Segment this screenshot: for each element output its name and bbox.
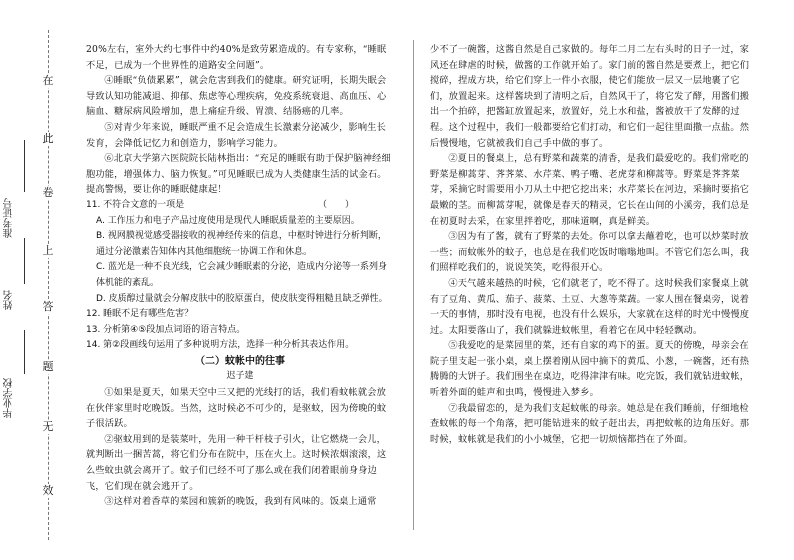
author: 迟子建 — [226, 371, 254, 382]
exam-number-line[interactable] — [24, 140, 25, 192]
exam-number-label: 准考证号 — [4, 198, 15, 238]
paragraph: ④睡眠“负债累累”，就会危害到我们的健康。研究证明，长期失眠会导致认知功能减退、抑郁、焦虑等心理疾病，免疫系统衰退、高血压、心脑血、糖尿病风险增加，患上痛症升级、胃溃、结肠癌的几率。 — [86, 75, 387, 118]
option-d[interactable]: D. 皮质醇过量就会分解皮肤中的胶原蛋白，使皮肤变得粗糙且缺乏弹性。 — [96, 293, 388, 304]
section-title: （二）蚊帐中的往事 — [195, 355, 285, 367]
option-a[interactable]: A. 工作压力和电子产品过度使用是现代人睡眠质量差的主要原因。 — [96, 215, 360, 226]
question-14: 14. 第②段画线句运用了多种说明方法，选择一种分析其表达作用。 — [86, 340, 355, 351]
option-b[interactable]: B. 视网膜视觉感受器接收的视神经传来的信息，中枢时钟进行分析判断，通过分泌激素告知体内其他细胞统一协调工作和休息。 — [96, 231, 387, 257]
column-divider — [413, 40, 414, 530]
seal-char: 题 — [37, 360, 59, 374]
essay-paragraph: ①如果是夏天，如果天空中三又把的光线打的话，我们看蚊帐就会放在伙伴家里时吃晚饭。当然，这时候必不可少的，是驱蚊，因为傍晚的蚊子很活跃。 — [86, 387, 387, 430]
seal-char: 上 — [37, 244, 59, 258]
binding-margin — [0, 0, 64, 560]
question-13: 13. 分析第④⑤段加点词语的语言特点。 — [86, 324, 246, 335]
essay-paragraph: ②夏日的餐桌上，总有野菜和蔬菜的清香，是我们最爱吃的。我们常吃的野菜是柳蒿芽、荠荠菜、水芹菜、鸭子嘴、老虎芽和柳蒿等。野菜是荠荠菜芽，采摘它时需要用小刀从土中把它挖出来；水芹菜长在河边，采摘时要掐它最嫩的茎。而柳蒿芽呢，就像是春天的精灵，它长在山间的小溪旁，我们总是在初夏时去采，在家里拌着吃，那味道啊，真是鲜美。 — [430, 153, 750, 227]
school-label: 毕业学校 — [4, 378, 15, 418]
essay-paragraph: ③因为有了酱，就有了野菜的去处。你可以拿去蘸着吃，也可以炒菜时放一些；而蚊帐外的蚊子，也总是在我们吃饭时嗡嗡地叫。不管它们怎么叫，我们照样吃我们的，说说笑笑，吃得很开心。 — [430, 231, 750, 274]
seal-char: 无 — [37, 420, 59, 434]
left-column — [86, 42, 394, 510]
school-line[interactable] — [24, 330, 25, 374]
seal-line — [48, 30, 49, 540]
essay-paragraph: ③这样对着香草的菜园和簇新的晚饭，我到有风味的。饭桌上通常 — [104, 496, 377, 508]
question-12: 12. 睡眠不足有哪些危害？ — [86, 309, 194, 320]
seal-char: 卷 — [37, 186, 59, 200]
paragraph: ⑥北京大学第六医院院长陆林指出：“充足的睡眠有助于保护脑神经细胞功能，增强体力、脑力恢复。”可见睡眠已成为人类健康生活的试金石。提高警惕，要让你的睡眠健康起！ — [86, 153, 391, 196]
essay-paragraph: ⑦我最留恋的，是为我们支起蚊帐的母亲。她总是在我们睡前，仔细地检查蚊帐的每一个角落，把可能钻进来的蚊子赶出去，再把蚊帐的边角压好。那时候，蚊帐就是我们的小小城堡，它把一切烦恼都挡在了外面。 — [430, 402, 750, 445]
name-line[interactable] — [24, 238, 25, 284]
right-column — [430, 42, 752, 447]
answer-paren[interactable]: （ ） — [317, 199, 354, 210]
essay-paragraph: ④天气越来越热的时候，它们就老了，吃不得了。这时候我们家餐桌上就有了豆角、黄瓜、茄子、菠菜、土豆、大葱等菜蔬。一家人围在餐桌旁，说着一天的事情，那时没有电视，也没有什么娱乐，大家就在这样的时光中慢慢度过。太阳要落山了，我们就躲进蚊帐里，看着它在风中轻轻飘动。 — [430, 277, 750, 336]
paragraph: ⑤对青少年来说，睡眠严重不足会造成生长激素分泌减少，影响生长发育，会降低记忆力和创造力，影响学习能力。 — [86, 121, 387, 149]
name-label: 姓名 — [4, 290, 15, 310]
seal-char: 效 — [37, 484, 59, 498]
essay-paragraph: ②驱蚊用到的是装菜叶，先用一种干杆枝子引火，让它燃烧一会儿，就判断出一捆苦蒿，将它们分布在院中，压在火上。这时候浓烟滚滚，这么些蚊虫就会离开了。蚊子们已经不可了那么或在我们闭着眼前身身边飞，它们现在就会逃开了。 — [86, 433, 387, 492]
seal-char: 此 — [37, 132, 59, 146]
paragraph: 20%左右，室外大约七事件中约40%是致劳累造成的。有专家称，“睡眠不足，已成为一个世界性的道路安全问题”。 — [86, 44, 387, 71]
seal-char: 答 — [37, 300, 59, 314]
question-11 — [86, 198, 394, 214]
question-11-text: 11. 不符合文意的一项是 — [86, 199, 185, 210]
option-c[interactable]: C. 蓝光是一种不良光线，它会减少睡眠素的分泌，造成内分泌等一系列身体机能的紊乱。 — [96, 262, 388, 288]
essay-paragraph: 少不了一碗酱，这酱自然是自己家做的。每年二月二左右头时的日子一过，家风还在肆虐的时候，做酱的工作就开始了。家门前的酱自然是要煮上，把它们搅碎，捏成方块，给它们穿上一件小衣服，使它们能放一层又一层地裹了它们，放置起来。这样酱块到了清明之后，自然风干了，将它发了酵，用酱们搬出一个拍碎，把酱缸放置起来，放置好，兑上水和盐，酱被放干了发酵的过程。这个过程中，我们一般都要给它们打动，和它们一起往里面撒一点盐。然后慢慢地，它就被我们自己手中做的事了。 — [430, 44, 750, 149]
essay-paragraph: ⑤我爱吃的是菜园里的菜，还有自家的鸡下的蛋。夏天的傍晚，母亲会在院子里支起一张小桌，桌上摆着刚从园中摘下的黄瓜、小葱，一碗酱，还有热腾腾的大饼子。我们围坐在桌边，吃得津津有味。吃完饭，我们就钻进蚊帐，听着外面的蛙声和虫鸣，慢慢进入梦乡。 — [430, 340, 750, 399]
seal-char: 在 — [37, 74, 59, 88]
